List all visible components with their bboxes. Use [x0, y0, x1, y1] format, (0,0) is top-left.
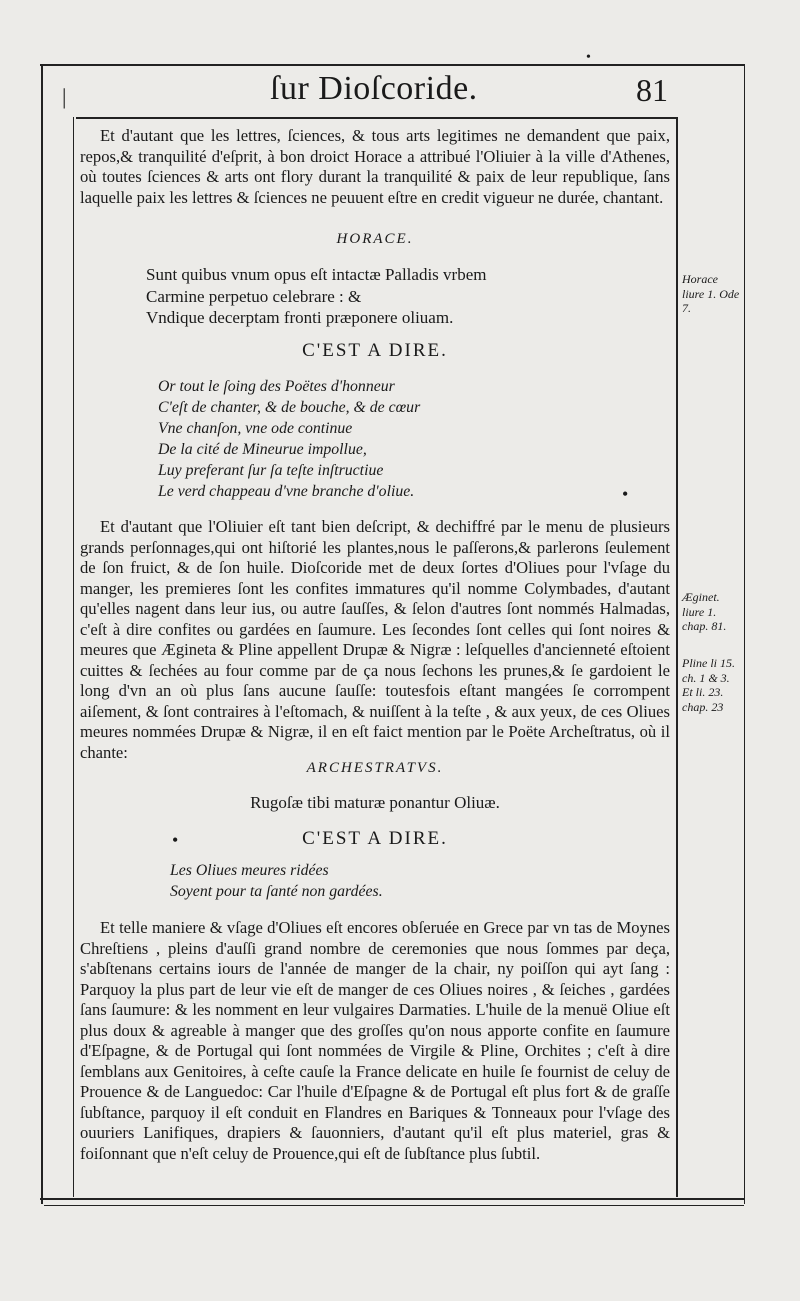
ink-dot: • — [622, 484, 629, 504]
bottom-rule-2 — [44, 1205, 744, 1206]
top-rule — [40, 64, 744, 66]
verse-line: Les Oliues meures ridées — [170, 862, 329, 879]
right-border — [744, 64, 745, 1204]
verse-line: C'eſt de chanter, & de bouche, & de cœur — [158, 399, 421, 416]
latin-verse-2: Rugoſæ tibi maturæ ponantur Oliuæ. — [250, 793, 500, 812]
latin-verse-1 — [146, 264, 646, 329]
running-title: ſur Dioſcoride. — [270, 70, 478, 107]
paragraph-intro — [80, 126, 670, 208]
verse-line: Vndique decerptam fronti præponere oliuam. — [146, 308, 454, 327]
inner-left-border — [73, 117, 74, 1197]
verse-line: Soyent pour ta ſanté non gardées. — [170, 883, 383, 900]
paragraph-text: Et d'autant que l'Oliuier eſt tant bien deſcript, & dechiffré par le menu de plusieurs grands perſonnages,qui ont hiſtorié les plantes,nous le paſſerons,& parlerons ſeulement de ſon fruict, & de ſon huile. Dioſcoride met de deux ſortes d'Oliues pour l'vſage du manger, les premieres ſont les confites immatures qu'il nomme Colymbades, d'autant qu'elles nagent dans leur ius, ou autre ſauſſes, & ſelon d'autres ſont nommés Halmadas, c'eſt à dire confites ou gardées en ſaumure. Les ſecondes ſont celles qui ſont noires & meures que Ægineta & Pline appellent Drupæ & Nigræ : leſquelles d'ancienneté eſtoient cuittes & ſechées au four comme par de ça nous ſechons les prunes,& ſe gardoient le long d'vn an où plus ſans aucune ſauſſe: toutesfois eſtant mangées ſe corrompent aiſement, & ſont contraires à l'eſtomach, & nuiſſent à la teſte , & aux yeux, de ces Oliues meures nommées Drupæ & Nigræ, il en eſt faict mention par le Poëte Archeſtratus, où il chante: — [80, 517, 670, 762]
heading-archestratus: ARCHESTRATVS. — [306, 760, 444, 776]
corner-mark: • — [586, 50, 591, 65]
margin-divider — [676, 117, 678, 1197]
heading-cest-a-dire-2: C'EST A DIRE. — [302, 828, 448, 849]
verse-line: Carmine perpetuo celebrare : & — [146, 286, 362, 306]
french-verse-2 — [170, 860, 630, 902]
heading-cest-a-dire-1: C'EST A DIRE. — [302, 340, 448, 361]
header-rule — [76, 117, 678, 119]
margin-note-pline: Pline li 15. ch. 1 & 3. Et li. 23. chap. 23 — [682, 656, 735, 714]
verse-line: De la cité de Mineurue impollue, — [158, 441, 367, 458]
paragraph-text: Et telle maniere & vſage d'Oliues eſt encores obſeruée en Grece par vn tas de Moynes Chreſtiens , pleins d'auſſi grand nombre de ceremonies que nous ſommes par deça, s'abſtenans certains iours de l'année de manger de la chair, ny poiſſon qui ayt ſang : Parquoy la plus part de leur vie eſt de manger de ces Oliues noires , & ſeiches , gardées ſans ſaumure: & les nomment en leur vulgaires Darmaties. L'huile de la menuë Oliue eſt plus doux & agreable à manger que des groſſes qu'on nous apporte confite en ſaumure d'Eſpagne, & de Portugal qui ſont nommées de Virgile & Pline, Orchites ; c'eſt à dire ſemblans aux Genitoires, à ceſte cauſe la France delicate en huile ſe fournist de celuy de Prouence & de Languedoc: Car l'huile d'Eſpagne & de Portugal eſt plus fort & de graſſe ſubſtance, parquoy il eſt conduit en Flandres en Bariques & Tonneaux pour l'vſage des ouuriers Lanifiques, drapiers & ſauonniers, d'autant qu'il eſt plus materiel, gras & foiſonnant que n'eſt celuy de Prouence,qui eſt de ſubſtance plus ſubtil. — [80, 918, 670, 1163]
verse-line: Or tout le ſoing des Poëtes d'honneur — [158, 378, 395, 395]
verse-line: Le verd chappeau d'vne branche d'oliue. — [158, 483, 415, 500]
heading-horace: HORACE. — [336, 231, 414, 247]
margin-note-aegineta: Æginet. liure 1. chap. 81. — [682, 590, 727, 633]
left-border — [41, 64, 43, 1204]
french-verse-1 — [158, 376, 638, 502]
verse-line: Sunt quibus vnum opus eſt intactæ Palladis vrbem — [146, 265, 487, 284]
page-number: 81 — [636, 72, 668, 108]
ink-dot: • — [172, 830, 179, 850]
verse-line: Vne chanſon, vne ode continue — [158, 420, 353, 437]
paragraph-text: Et d'autant que les lettres, ſciences, & tous arts legitimes ne demandent que paix, repos,& tranquilité d'eſprit, à bon droict Horace a attribué l'Oliuier à la ville d'Athenes, où toutes ſciences & arts ont flory durant la tranquilité & paix de leur republique, ſans laquelle paix les lettres & ſciences ne peuuent eſtre en credit vigueur ne durée, chantant. — [80, 126, 670, 207]
verse-line: Luy preferant ſur ſa teſte inſtructiue — [158, 462, 384, 479]
paragraph-greek-monks — [80, 918, 670, 1164]
left-mark: | — [62, 84, 67, 109]
margin-note-horace: Horace liure 1. Ode 7. — [682, 272, 740, 315]
bottom-rule — [40, 1198, 745, 1200]
paragraph-olives — [80, 517, 670, 763]
